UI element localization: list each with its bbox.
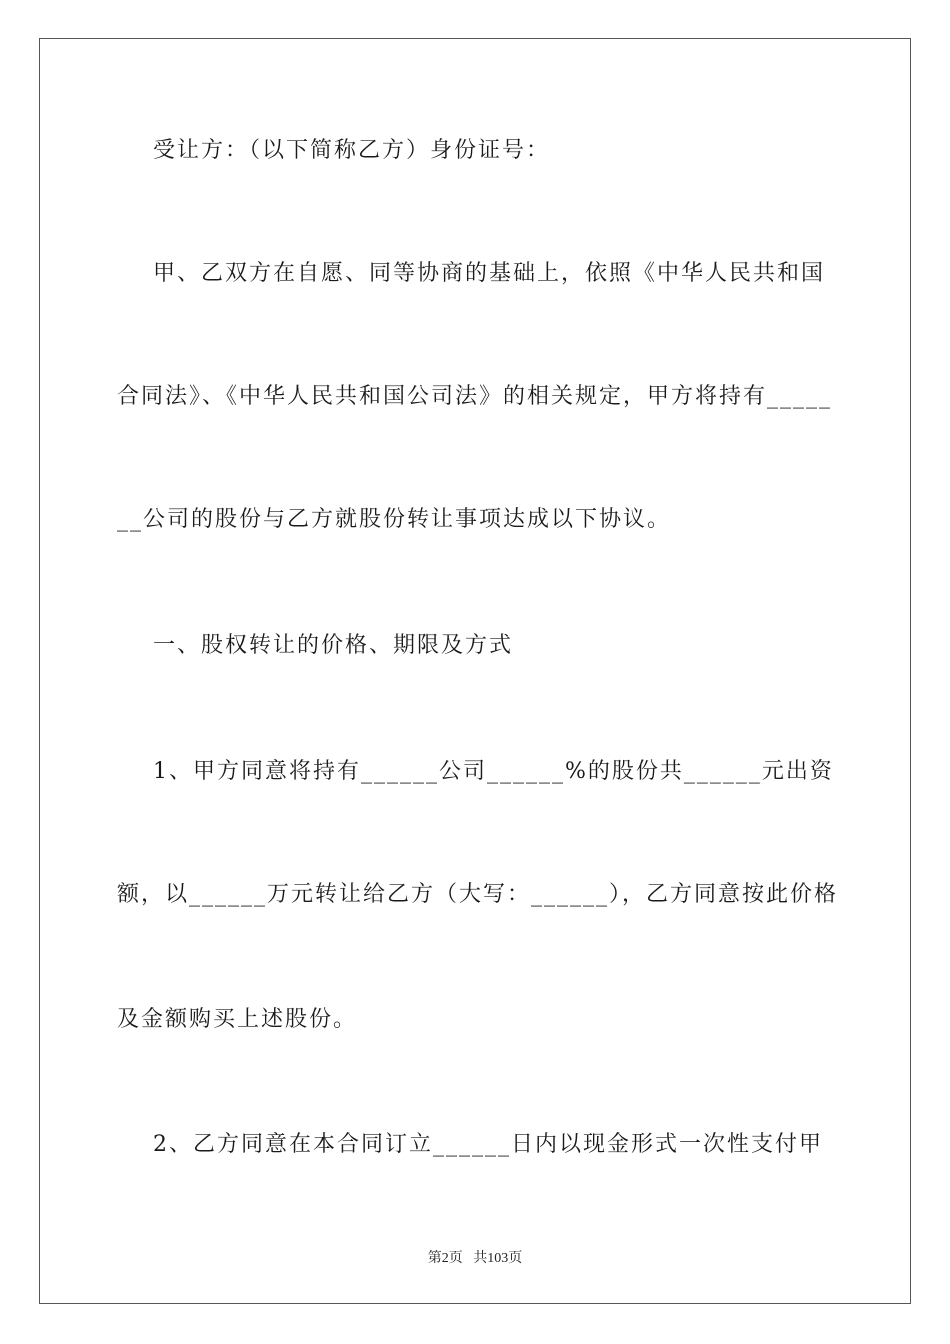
clause-1-line-1: 1、甲方同意将持有______公司______%的股份共______元出资 bbox=[117, 759, 834, 784]
clause-1-line-2: 额，以______万元转让给乙方（大写：______），乙方同意按此价格 bbox=[117, 882, 839, 907]
text-line-legal-basis: 合同法》、《中华人民共和国公司法》的相关规定，甲方将持有_____ bbox=[117, 384, 833, 409]
section-heading-price-term-method: 一、股权转让的价格、期限及方式 bbox=[117, 633, 513, 658]
clause-1-line-3: 及金额购买上述股份。 bbox=[117, 1007, 358, 1032]
text-line-transferee: 受让方：（以下简称乙方）身份证号： bbox=[117, 138, 550, 163]
page-footer: 第2页 共103页 bbox=[427, 1251, 523, 1266]
text-line-agreement-intro: 甲、乙双方在自愿、同等协商的基础上，依照《中华人民共和国 bbox=[117, 261, 825, 286]
page-border bbox=[39, 38, 911, 1304]
clause-2-line-1: 2、乙方同意在本合同订立______日内以现金形式一次性支付甲 bbox=[117, 1132, 823, 1157]
text-line-agreement-subject: __公司的股份与乙方就股份转让事项达成以下协议。 bbox=[117, 507, 672, 532]
